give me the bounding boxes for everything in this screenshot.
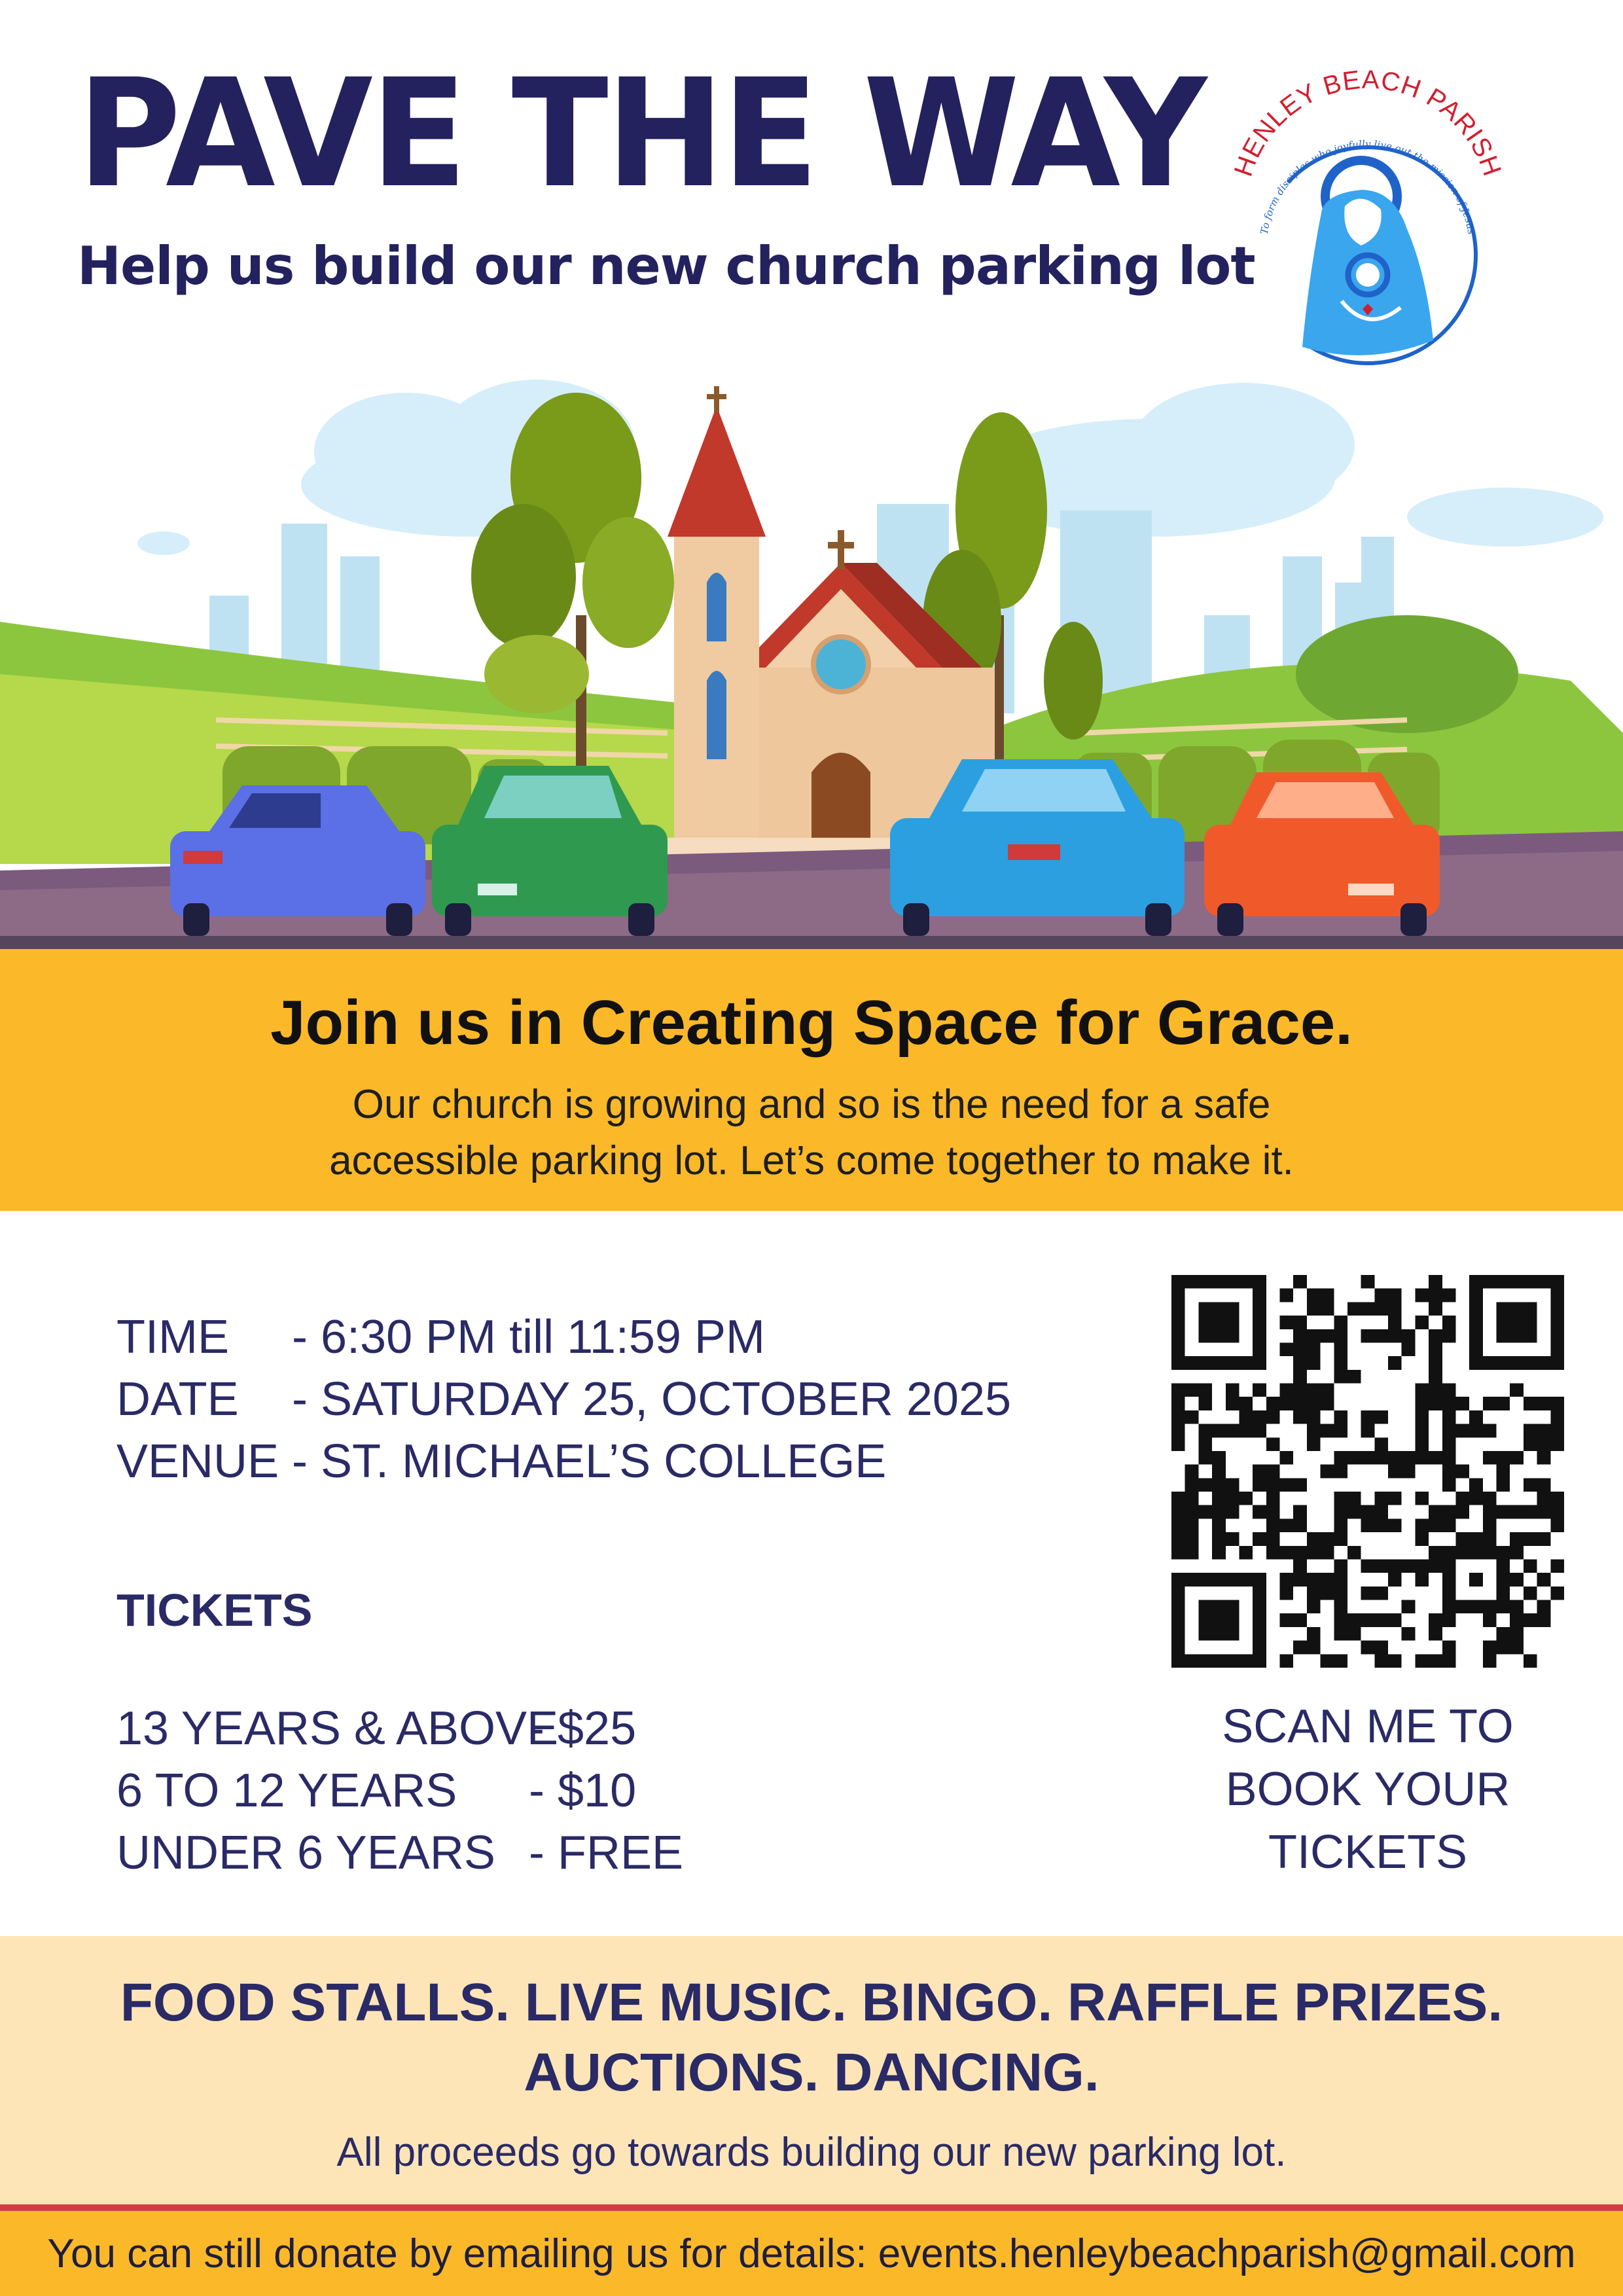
date-label: DATE: [116, 1372, 239, 1426]
page-subtitle: Help us build our new church parking lot: [77, 236, 1255, 296]
event-details: [116, 1306, 1011, 1492]
qr-code[interactable]: [1171, 1275, 1564, 1668]
banner-line-1: Our church is growing and so is the need for a safe: [352, 1082, 1271, 1127]
venue-row: [116, 1430, 1011, 1492]
time-label: TIME: [116, 1310, 229, 1363]
logo-arc-text: HENLEY BEACH PARISH: [1228, 65, 1507, 181]
ticket-price: - FREE: [529, 1827, 684, 1879]
proceeds-text: All proceeds go towards building our new parking lot.: [336, 2130, 1287, 2175]
grace-banner: [0, 949, 1623, 1211]
footer: [0, 2211, 1623, 2296]
donate-text[interactable]: You can still donate by emailing us for details: events.henleybeachparish@gmail.com: [47, 2231, 1576, 2276]
qr-caption: [1191, 1695, 1544, 1884]
banner-line-2: accessible parking lot. Let’s come together to make it.: [329, 1138, 1294, 1183]
date-row: [116, 1368, 1011, 1430]
banner-text: [0, 1077, 1623, 1189]
ticket-row: [116, 1826, 683, 1880]
ticket-label: 13 YEARS & ABOVE: [116, 1702, 559, 1755]
logo-mission-text: To form disciples who joyfully live out the mission of Jesus: [1258, 137, 1478, 236]
church-scene-illustration: [0, 367, 1623, 949]
qr-caption-line-2: BOOK YOUR: [1225, 1763, 1510, 1816]
time-value: - 6:30 PM till 11:59 PM: [292, 1310, 765, 1363]
activities-band: [0, 1936, 1623, 2204]
venue-label: VENUE: [116, 1435, 279, 1488]
ticket-row: [116, 1702, 636, 1755]
ticket-row: [116, 1764, 636, 1818]
activities-line-2: AUCTIONS. DANCING.: [524, 2043, 1099, 2102]
activities-line-1: FOOD STALLS. LIVE MUSIC. BINGO. RAFFLE PRIZES.: [120, 1973, 1503, 2032]
date-value: - SATURDAY 25, OCTOBER 2025: [292, 1372, 1012, 1426]
banner-heading: Join us in Creating Space for Grace.: [270, 988, 1353, 1058]
qr-caption-line-3: TICKETS: [1268, 1826, 1468, 1878]
page-title: PAVE THE WAY: [77, 46, 1205, 221]
ticket-price: - $10: [529, 1765, 637, 1817]
divider-line: [0, 2204, 1623, 2211]
venue-value: - ST. MICHAEL’S COLLEGE: [292, 1435, 887, 1488]
qr-caption-line-1: SCAN ME TO: [1222, 1700, 1514, 1753]
tickets-heading: TICKETS: [116, 1585, 313, 1636]
time-row: [116, 1306, 1011, 1368]
ticket-label: UNDER 6 YEARS: [116, 1827, 495, 1879]
ticket-label: 6 TO 12 YEARS: [116, 1765, 457, 1817]
ticket-price: - $25: [529, 1702, 637, 1755]
madonna-icon: [1302, 160, 1433, 355]
